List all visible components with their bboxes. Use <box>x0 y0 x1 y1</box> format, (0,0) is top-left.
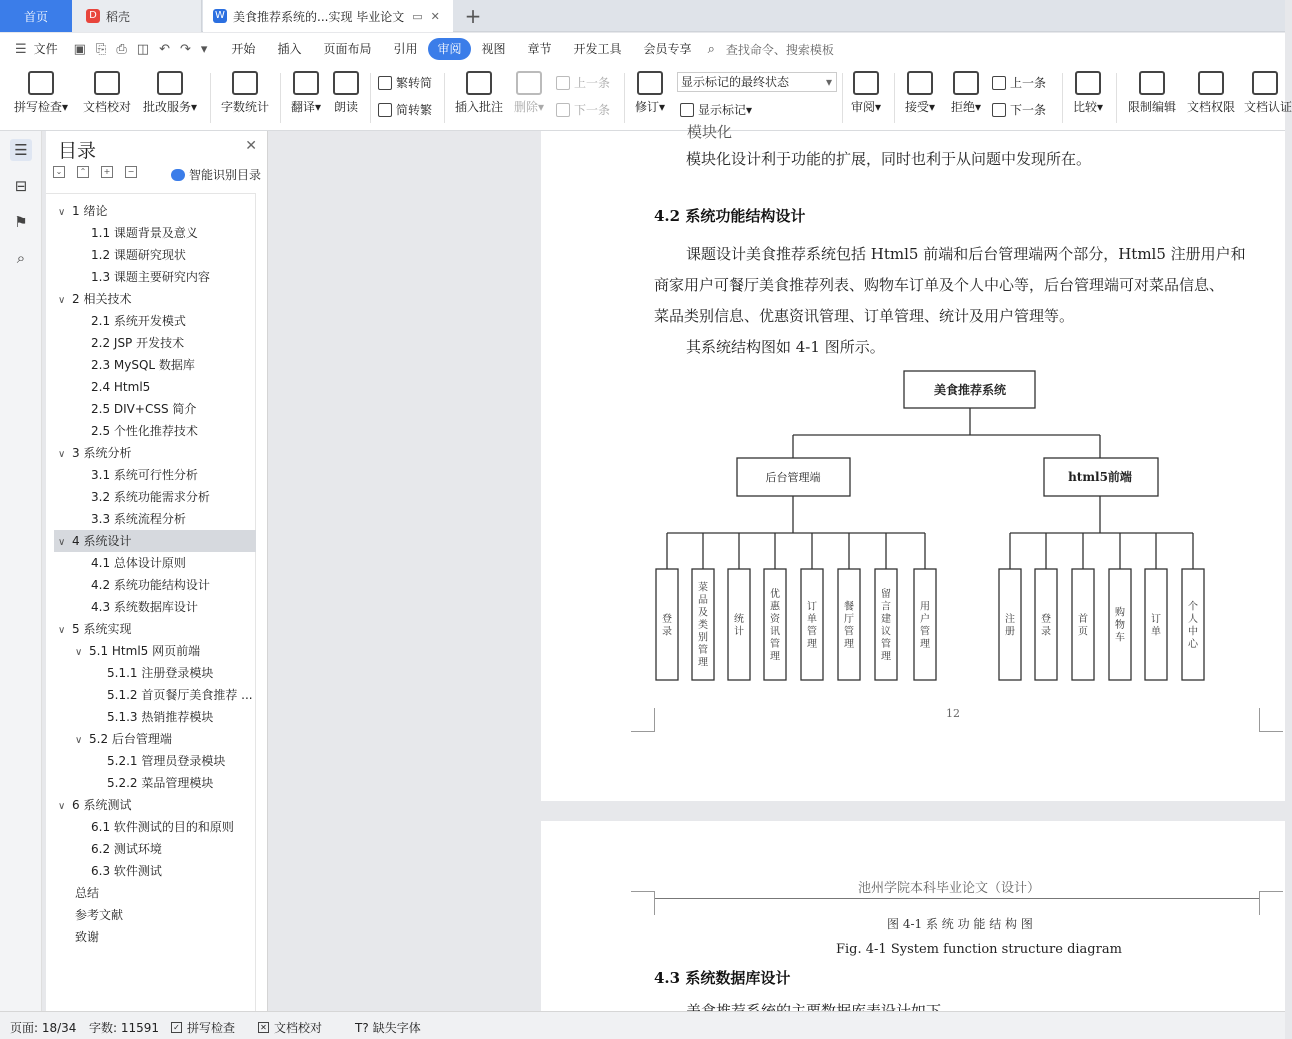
show-markup-icon <box>680 103 694 117</box>
frontend-leaf-label-char: 册 <box>1005 626 1015 638</box>
toc-item[interactable]: 2.1 系统开发模式 <box>91 314 186 328</box>
toc-item[interactable] <box>58 200 107 222</box>
menu-bar <box>0 33 1285 65</box>
batch-service-icon <box>157 71 183 95</box>
ribbon-divider <box>624 73 625 123</box>
compare-label: 比较 <box>1072 100 1097 114</box>
prev-comment-label: 上一条 <box>574 76 611 90</box>
delete-comment-button[interactable]: 删除▾ <box>510 71 548 115</box>
backend-leaf-label-char: 登 <box>662 613 672 625</box>
backend-leaf-label-char: 理 <box>698 657 708 669</box>
toc-panel-icon[interactable]: ☰ <box>10 139 32 161</box>
frontend-leaf-label-char: 录 <box>1041 626 1051 638</box>
track-changes-label: 修订 <box>634 100 659 114</box>
backend-leaf-label-char: 言 <box>881 601 891 613</box>
page-header-text: 池州学院本科毕业论文（设计） <box>858 881 1041 896</box>
chevron-down-icon: ▾ <box>825 75 832 89</box>
backend-leaf-label-char: 资 <box>770 613 780 625</box>
backend-leaf-label-char: 录 <box>662 626 672 638</box>
next-comment-icon <box>556 103 570 117</box>
show-markup-label: 显示标记 <box>698 103 747 117</box>
quick-access-dropdown-icon[interactable]: ▾ <box>200 41 208 57</box>
accept-button[interactable]: 接受▾ <box>900 71 940 115</box>
section-heading-4-2: 4.2 系统功能结构设计 <box>654 207 806 225</box>
menu-review[interactable]: 审阅 <box>428 38 470 60</box>
chevron-down-icon: ∨ <box>58 801 66 812</box>
chevron-down-icon: ∨ <box>75 735 83 746</box>
frontend-leaf-label-char: 页 <box>1078 626 1088 638</box>
backend-leaf-label-char: 理 <box>770 651 780 663</box>
lock-icon <box>1139 71 1165 95</box>
next-change-icon <box>992 103 1006 117</box>
doc-cert-icon <box>1252 71 1278 95</box>
toc-item[interactable]: 1.3 课题主要研究内容 <box>91 270 210 284</box>
doc-proofread-status-label: 文档校对 <box>274 1021 323 1035</box>
toc-item-label: 5.2 后台管理端 <box>89 732 172 746</box>
document-page[interactable] <box>541 123 1285 801</box>
prev-change-label: 上一条 <box>1010 76 1047 90</box>
toc-item[interactable]: 5.2.1 管理员登录模块 <box>107 754 226 768</box>
backend-leaf-label-char: 建 <box>881 613 891 625</box>
ribbon-divider <box>444 73 445 123</box>
ribbon-divider <box>370 73 371 123</box>
chevron-down-icon: ∨ <box>58 537 66 548</box>
checkbox-icon: ✓ <box>171 1022 182 1033</box>
compare-button[interactable]: 比较▾ <box>1068 71 1108 115</box>
chevron-down-icon: ∨ <box>75 647 83 658</box>
spell-check-icon <box>28 71 54 95</box>
ribbon-divider <box>280 73 281 123</box>
ribbon-divider <box>1062 73 1063 123</box>
menu-page-layout[interactable]: 页面布局 <box>323 42 372 56</box>
batch-service-button[interactable]: 批改服务▾ <box>140 71 200 115</box>
backend-leaf-label-char: 类 <box>698 620 708 631</box>
tab-home-label: 首页 <box>23 9 48 24</box>
new-tab-button[interactable] <box>458 0 488 32</box>
ribbon-divider <box>210 73 211 123</box>
doc-cert-button[interactable] <box>1244 71 1292 115</box>
toc-item[interactable]: 总结 <box>75 886 100 900</box>
restrict-editing-button[interactable] <box>1124 71 1180 115</box>
toc-list <box>46 193 256 1011</box>
translate-label: 翻译 <box>290 100 315 114</box>
left-nav-bar <box>0 131 42 1011</box>
checkbox-icon: ✕ <box>258 1022 269 1033</box>
toc-item[interactable] <box>75 728 172 750</box>
daoke-icon: D <box>86 9 100 23</box>
word-count-icon <box>232 71 258 95</box>
doc-permission-icon <box>1198 71 1224 95</box>
toc-item[interactable]: 参考文献 <box>75 908 124 922</box>
next-change-button[interactable] <box>992 101 1046 118</box>
word-count-indicator[interactable]: 字数: 11591 <box>89 1021 160 1035</box>
next-comment-label: 下一条 <box>574 103 611 117</box>
toc-item[interactable]: 致谢 <box>75 930 100 944</box>
doc-proofread-icon <box>94 71 120 95</box>
redo-icon[interactable]: ↷ <box>179 41 191 57</box>
tab-document[interactable] <box>203 0 453 32</box>
backend-leaf-label-char: 议 <box>881 626 891 638</box>
reject-button[interactable]: 拒绝▾ <box>946 71 986 115</box>
command-search[interactable]: 查找命令、搜索模板 <box>725 42 834 57</box>
simp-to-trad-icon <box>378 103 392 117</box>
chevron-down-icon: ∨ <box>58 449 66 460</box>
tab-bar <box>0 0 1285 32</box>
frontend-leaf-label-char: 首 <box>1078 613 1088 625</box>
chevron-down-icon: ∨ <box>58 625 66 636</box>
writer-doc-icon: W <box>213 9 227 23</box>
ribbon-divider <box>1116 73 1117 123</box>
frontend-leaf-label-char: 人 <box>1188 613 1198 625</box>
frontend-leaf-label-char: 车 <box>1115 632 1125 644</box>
toc-item-label: 5.1 Html5 网页前端 <box>89 644 201 658</box>
backend-leaf-label-char: 优 <box>770 588 780 600</box>
backend-leaf-label-char: 惠 <box>770 601 780 613</box>
backend-leaf-label-char: 菜 <box>698 582 708 594</box>
toc-item[interactable]: 6.1 软件测试的目的和原则 <box>91 820 234 834</box>
toc-item[interactable]: 5.1.1 注册登录模块 <box>107 666 214 680</box>
tab-home[interactable] <box>0 0 72 32</box>
expand-down-icon[interactable]: ⌄ <box>53 166 65 178</box>
backend-leaf-label-char: 单 <box>807 613 817 625</box>
document-page[interactable] <box>541 821 1285 1011</box>
figure-caption-cn: 图 4-1 系 统 功 能 结 构 图 <box>887 917 1033 931</box>
doc-permission-label: 文档权限 <box>1186 100 1235 114</box>
backend-leaf-label-char: 品 <box>698 595 708 606</box>
backend-leaf-label-char: 讯 <box>770 626 780 638</box>
toc-item-label: 3 系统分析 <box>72 446 132 460</box>
frontend-leaf-label-char: 个 <box>1188 601 1198 613</box>
doc-cert-label: 文档认证 <box>1244 100 1292 114</box>
diagram-backend-label: 后台管理端 <box>765 471 821 484</box>
toc-item[interactable]: 3.1 系统可行性分析 <box>91 468 198 482</box>
toc-item-label: 6 系统测试 <box>72 798 132 812</box>
prev-comment-button[interactable] <box>556 74 610 91</box>
section-heading-4-3: 4.3 系统数据库设计 <box>654 969 791 987</box>
frontend-leaf-label-char: 订 <box>1151 613 1161 625</box>
toc-item[interactable]: 1.1 课题背景及意义 <box>91 226 198 240</box>
hamburger-icon[interactable]: ☰ <box>15 41 27 57</box>
backend-leaf-label-char: 厅 <box>844 613 854 625</box>
tab-document-label: 美食推荐系统的...实现 毕业论文 <box>233 9 405 24</box>
toc-title: 目录 <box>58 140 97 162</box>
backend-leaf-label-char: 理 <box>844 638 854 650</box>
backend-leaf-label-char: 理 <box>881 651 891 663</box>
frontend-leaf-label-char: 物 <box>1115 620 1125 631</box>
backend-leaf-label-char: 订 <box>807 601 817 613</box>
search-icon[interactable]: ⌕ <box>16 249 26 267</box>
read-aloud-button[interactable] <box>330 71 362 115</box>
menu-insert[interactable]: 插入 <box>277 42 302 56</box>
toc-item-label: 4 系统设计 <box>72 534 132 548</box>
body-paragraph: 其系统结构图如 4-1 图所示。 <box>686 338 885 356</box>
toc-item-label: 2 相关技术 <box>72 292 132 306</box>
menu-references[interactable]: 引用 <box>393 42 418 56</box>
clipped-text <box>686 1001 941 1011</box>
backend-leaf-label-char: 留 <box>881 588 891 600</box>
menu-member[interactable]: 会员专享 <box>643 42 692 56</box>
missing-font-label: 缺失字体 <box>372 1021 421 1035</box>
body-paragraph: 商家用户可餐厅美食推荐列表、购物车订单及个人中心等，后台管理端可对菜品信息、 <box>654 276 1225 294</box>
toc-item[interactable]: 5.1.2 首页餐厅美食推荐 ... <box>107 688 253 702</box>
backend-leaf-label-char: 理 <box>920 638 930 650</box>
backend-leaf-label-char: 计 <box>734 626 744 638</box>
backend-leaf-label-char: 及 <box>698 607 708 619</box>
trad-to-simp-icon <box>378 76 392 90</box>
page-indicator[interactable]: 页面: 18/34 <box>10 1021 77 1035</box>
tab-close-icon[interactable]: ✕ <box>430 9 440 23</box>
backend-leaf-label-char: 理 <box>807 638 817 650</box>
structure-icon[interactable]: ⊟ <box>14 177 28 195</box>
backend-leaf-label-char: 管 <box>844 626 854 638</box>
doc-proofread-label: 文档校对 <box>82 100 131 114</box>
backend-leaf-label-char: 统 <box>734 613 744 625</box>
trad-to-simp-button[interactable] <box>378 74 432 91</box>
track-changes-icon <box>637 71 663 95</box>
crop-mark <box>1259 891 1283 915</box>
menu-start[interactable]: 开始 <box>231 42 256 56</box>
toc-item[interactable]: 2.5 DIV+CSS 简介 <box>91 402 197 416</box>
tab-daoke[interactable] <box>72 0 202 32</box>
diagram-frontend-label: html5前端 <box>1068 470 1132 484</box>
show-markup-button[interactable]: 显示标记 ▾ <box>680 101 752 118</box>
spell-check-toggle[interactable] <box>171 1019 235 1036</box>
diagram-root-label: 美食推荐系统 <box>933 383 1007 397</box>
frontend-leaf-label-char: 中 <box>1188 626 1198 638</box>
print-icon[interactable]: ⎙ <box>116 41 127 57</box>
toc-item[interactable]: 4.2 系统功能结构设计 <box>91 578 210 592</box>
insert-comment-label: 插入批注 <box>454 100 503 114</box>
toc-panel <box>46 131 268 1011</box>
menu-chapter[interactable]: 章节 <box>527 42 552 56</box>
backend-leaf-label-char: 餐 <box>844 601 854 613</box>
backend-leaf-label-char: 用 <box>920 601 930 613</box>
toc-item-label: 1 绪论 <box>72 204 108 218</box>
backend-leaf-label-char: 别 <box>698 632 708 644</box>
doc-proofread-button[interactable] <box>80 71 134 115</box>
header-rule <box>654 898 1259 899</box>
markup-mode-select[interactable] <box>677 72 837 92</box>
body-paragraph: 菜品类别信息、优惠资讯管理、订单管理、统计及用户管理等。 <box>654 307 1075 325</box>
backend-leaf-label-char: 管 <box>698 645 708 656</box>
frontend-leaf-label-char: 单 <box>1151 626 1161 638</box>
preview-icon[interactable]: ◫ <box>136 41 150 57</box>
toc-item[interactable] <box>58 442 131 464</box>
collapse-up-icon[interactable]: ⌃ <box>77 166 89 178</box>
translate-button[interactable]: 翻译▾ <box>286 71 326 115</box>
doc-permission-button[interactable] <box>1184 71 1238 115</box>
smart-ai-icon <box>171 169 185 181</box>
frontend-leaf-label-char: 购 <box>1115 607 1125 619</box>
read-aloud-label: 朗读 <box>333 100 358 114</box>
toc-item[interactable]: 2.2 JSP 开发技术 <box>91 336 185 350</box>
next-change-label: 下一条 <box>1010 103 1047 117</box>
prev-change-button[interactable] <box>992 74 1046 91</box>
backend-leaf-label-char: 管 <box>920 626 930 638</box>
track-changes-button[interactable]: 修订▾ <box>630 71 670 115</box>
toc-item[interactable]: 5.2.2 菜品管理模块 <box>107 776 214 790</box>
review-pane-icon <box>853 71 879 95</box>
frontend-leaf-label-char: 注 <box>1005 613 1015 625</box>
toc-item[interactable]: 4.3 系统数据库设计 <box>91 600 198 614</box>
body-paragraph: 课题设计美食推荐系统包括 Html5 前端和后台管理端两个部分，Html5 注册用户和 <box>686 245 1246 263</box>
toc-item[interactable] <box>58 288 131 310</box>
status-bar <box>0 1011 1285 1039</box>
frontend-leaf-label-char: 登 <box>1041 613 1051 625</box>
toc-item[interactable] <box>75 640 200 662</box>
simp-to-trad-label: 简转繁 <box>396 103 433 117</box>
search-icon: ⌕ <box>707 41 715 57</box>
remove-level-icon[interactable]: − <box>125 166 137 178</box>
crop-mark <box>1259 708 1283 732</box>
bookmark-icon[interactable]: ⚑ <box>14 213 28 231</box>
font-missing-icon: T? <box>355 1020 369 1035</box>
ribbon-divider <box>894 73 895 123</box>
export-icon[interactable]: ⎘ <box>95 41 107 57</box>
spell-check-button[interactable]: 拼写检查▾ <box>10 71 72 115</box>
insert-comment-icon <box>466 71 492 95</box>
menu-view[interactable]: 视图 <box>481 42 506 56</box>
restrict-editing-label: 限制编辑 <box>1127 100 1176 114</box>
crop-mark <box>631 891 655 915</box>
ribbon-divider <box>842 73 843 123</box>
backend-leaf-label-char: 管 <box>881 638 891 650</box>
system-structure-diagram <box>651 368 1241 688</box>
toc-item[interactable] <box>58 794 131 816</box>
toc-item[interactable]: 3.2 系统功能需求分析 <box>91 490 210 504</box>
trad-to-simp-label: 繁转简 <box>396 76 433 90</box>
simp-to-trad-button[interactable] <box>378 101 432 118</box>
smart-toc-button[interactable] <box>171 166 261 183</box>
toc-item[interactable]: 6.3 软件测试 <box>91 864 162 878</box>
toc-item[interactable]: 5.1.3 热销推荐模块 <box>107 710 214 724</box>
plus-icon: + <box>464 4 482 28</box>
crop-mark <box>631 708 655 732</box>
frontend-leaf-label-char: 心 <box>1188 638 1198 650</box>
doc-proofread-toggle[interactable] <box>258 1019 322 1036</box>
tab-float-icon[interactable]: ▭ <box>412 9 423 23</box>
read-aloud-icon <box>333 71 359 95</box>
delete-comment-label: 删除 <box>513 100 538 114</box>
toc-item[interactable]: 4.1 总体设计原则 <box>91 556 186 570</box>
markup-mode-value: 显示标记的最终状态 <box>681 75 790 89</box>
toc-item[interactable]: 2.4 Html5 <box>91 380 151 394</box>
figure-caption-en: Fig. 4-1 System function structure diagram <box>836 942 1122 957</box>
document-background <box>269 131 541 1011</box>
review-pane-button[interactable]: 审阅▾ <box>846 71 886 115</box>
save-icon[interactable]: ▣ <box>73 41 86 57</box>
delete-comment-icon <box>516 71 542 95</box>
body-paragraph: 模块化设计利于功能的扩展，同时也利于从问题中发现所在。 <box>686 150 1092 168</box>
smart-toc-label: 智能识别目录 <box>188 168 261 182</box>
next-comment-button[interactable] <box>556 101 610 118</box>
backend-leaf-label-char: 管 <box>807 626 817 638</box>
tab-daoke-label: 稻壳 <box>106 9 131 24</box>
close-icon[interactable]: ✕ <box>245 138 257 154</box>
toc-item[interactable]: 1.2 课题研究现状 <box>91 248 186 262</box>
backend-leaf-label-char: 户 <box>920 613 930 625</box>
chevron-down-icon: ∨ <box>58 295 66 306</box>
spell-check-status-label: 拼写检查 <box>187 1021 236 1035</box>
toc-item[interactable] <box>58 618 131 640</box>
accept-label: 接受 <box>904 100 929 114</box>
toc-item[interactable]: 6.2 测试环境 <box>91 842 162 856</box>
prev-comment-icon <box>556 76 570 90</box>
spell-check-label: 拼写检查 <box>13 100 62 114</box>
add-level-icon[interactable]: + <box>101 166 113 178</box>
review-pane-label: 审阅 <box>850 100 875 114</box>
toc-item[interactable]: 2.3 MySQL 数据库 <box>91 358 195 372</box>
toc-item[interactable]: 3.3 系统流程分析 <box>91 512 186 526</box>
missing-font-button[interactable] <box>355 1019 421 1036</box>
compare-icon <box>1075 71 1101 95</box>
chevron-down-icon: ∨ <box>58 207 66 218</box>
toc-item-selected[interactable] <box>54 530 256 552</box>
reject-label: 拒绝 <box>950 100 975 114</box>
page-number: 12 <box>946 707 960 720</box>
backend-leaf-label-char: 管 <box>770 638 780 650</box>
menu-dev-tools[interactable]: 开发工具 <box>573 42 622 56</box>
accept-icon <box>907 71 933 95</box>
batch-service-label: 批改服务 <box>142 100 191 114</box>
menu-file[interactable]: 文件 <box>33 42 58 56</box>
toc-item[interactable]: 2.5 个性化推荐技术 <box>91 424 198 438</box>
toc-item-label: 5 系统实现 <box>72 622 132 636</box>
prev-change-icon <box>992 76 1006 90</box>
translate-icon <box>293 71 319 95</box>
insert-comment-button[interactable] <box>452 71 506 115</box>
clipped-text: 模块化 <box>687 123 733 141</box>
word-count-button[interactable] <box>218 71 272 115</box>
word-count-label: 字数统计 <box>220 100 269 114</box>
reject-icon <box>953 71 979 95</box>
toc-toolbar <box>53 166 149 178</box>
undo-icon[interactable]: ↶ <box>159 41 170 57</box>
